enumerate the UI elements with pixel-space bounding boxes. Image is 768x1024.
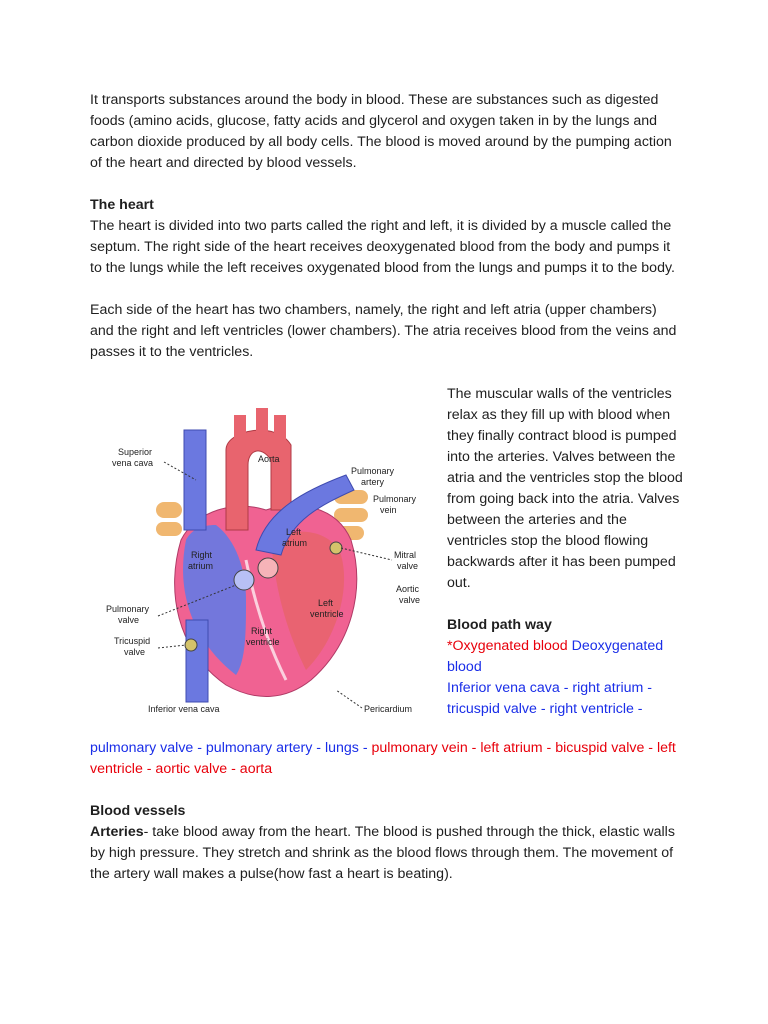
label-mitral-valve-2: valve bbox=[397, 561, 419, 571]
label-pulmonary-artery-1: Pulmonary bbox=[351, 466, 395, 476]
figure-row bbox=[90, 384, 683, 740]
intro-paragraph: It transports substances around the body in blood. These are substances such as digested foods (amino acids, glucose, fatty acids and glycerol and oxygen taken in by the lungs and carbon dioxide produced by all body cells. The blood is moved around by the pumping action of the heart and directed by blood vessels. bbox=[90, 92, 672, 171]
label-aortic-valve-1: Aortic bbox=[396, 584, 420, 594]
label-right-ventricle-1: Right bbox=[251, 626, 273, 636]
label-left-ventricle-2: ventricle bbox=[310, 609, 344, 619]
pulmonary-valve-shape bbox=[234, 570, 254, 590]
document-page bbox=[90, 90, 683, 885]
label-left-atrium-2: atrium bbox=[282, 538, 308, 548]
heart-diagram bbox=[96, 390, 436, 720]
arteries-paragraph bbox=[90, 822, 680, 885]
label-pulmonary-artery-2: artery bbox=[361, 477, 385, 487]
arteries-text: - take blood away from the heart. The blood is pushed through the thick, elastic walls by high pressure. They stretch and shrink as the blood flows through them. The movement of the artery wall makes a pulse(how fast a heart is beating). bbox=[90, 824, 675, 882]
valves-paragraph: The muscular walls of the ventricles relax as they fill up with blood when they finally contract blood is pumped into the arteries. Valves between the atria and the ventricles stop the blood from going back into the atria. Valves between the arteries and the ventricles stop the blood flowing backwards after it has been pumped out. bbox=[447, 386, 683, 591]
label-pulmonary-valve-2: valve bbox=[118, 615, 140, 625]
legend-deoxygenated: Deoxygenated blood bbox=[447, 638, 664, 675]
inferior-vena-cava-shape bbox=[186, 620, 208, 702]
superior-vena-cava-shape bbox=[184, 430, 206, 530]
mitral-valve-shape bbox=[330, 542, 342, 554]
label-pulmonary-vein-1: Pulmonary bbox=[373, 494, 417, 504]
label-superior-vena-cava-2: vena cava bbox=[112, 458, 154, 468]
label-aorta: Aorta bbox=[258, 454, 280, 464]
label-right-atrium-1: Right bbox=[191, 550, 213, 560]
pathway-heading: Blood path way bbox=[447, 617, 552, 633]
arteries-term: Arteries bbox=[90, 824, 144, 840]
label-pulmonary-vein-2: vein bbox=[380, 505, 397, 515]
pathway-legend bbox=[447, 636, 687, 678]
label-aortic-valve-2: valve bbox=[399, 595, 421, 605]
label-left-ventricle-1: Left bbox=[318, 598, 334, 608]
heart-heading: The heart bbox=[90, 197, 154, 213]
heart-paragraph-1: The heart is divided into two parts called the right and left, it is divided by a muscle called the septum. The right side of the heart receives deoxygenated blood from the body and pumps it to the lungs while the left receives oxygenated blood from the lungs and pumps it to the body. bbox=[90, 218, 675, 276]
pathway-continued bbox=[90, 738, 680, 780]
label-pericardium: Pericardium bbox=[364, 704, 413, 714]
vessels-heading: Blood vessels bbox=[90, 803, 186, 819]
label-right-ventricle-2: ventricle bbox=[246, 637, 280, 647]
aortic-valve-shape bbox=[258, 558, 278, 578]
side-column bbox=[447, 384, 687, 720]
label-right-atrium-2: atrium bbox=[188, 561, 214, 571]
heart-diagram-svg bbox=[96, 390, 436, 720]
legend-oxygenated: *Oxygenated blood bbox=[447, 638, 568, 654]
pathway-blue-1: Inferior vena cava - right atrium - tricuspid valve - right ventricle - bbox=[447, 680, 653, 717]
label-tricuspid-valve-2: valve bbox=[124, 647, 146, 657]
pathway-red: pulmonary vein - left atrium - bicuspid valve - left ventricle - aortic valve - aorta bbox=[90, 740, 676, 777]
pathway-blue-2: pulmonary valve - pulmonary artery - lungs - bbox=[90, 740, 368, 756]
label-superior-vena-cava-1: Superior bbox=[118, 447, 153, 457]
heart-paragraph-2: Each side of the heart has two chambers, namely, the right and left atria (upper chambers) and the right and left ventricles (lower chambers). The atria receives blood from the veins and passes it to the ventricles. bbox=[90, 302, 677, 360]
label-left-atrium-1: Left bbox=[286, 527, 302, 537]
tricuspid-valve-shape bbox=[185, 639, 197, 651]
label-pulmonary-valve-1: Pulmonary bbox=[106, 604, 150, 614]
label-inferior-vena-cava: Inferior vena cava bbox=[148, 704, 220, 714]
label-mitral-valve-1: Mitral bbox=[394, 550, 416, 560]
label-tricuspid-valve-1: Tricuspid bbox=[114, 636, 151, 646]
